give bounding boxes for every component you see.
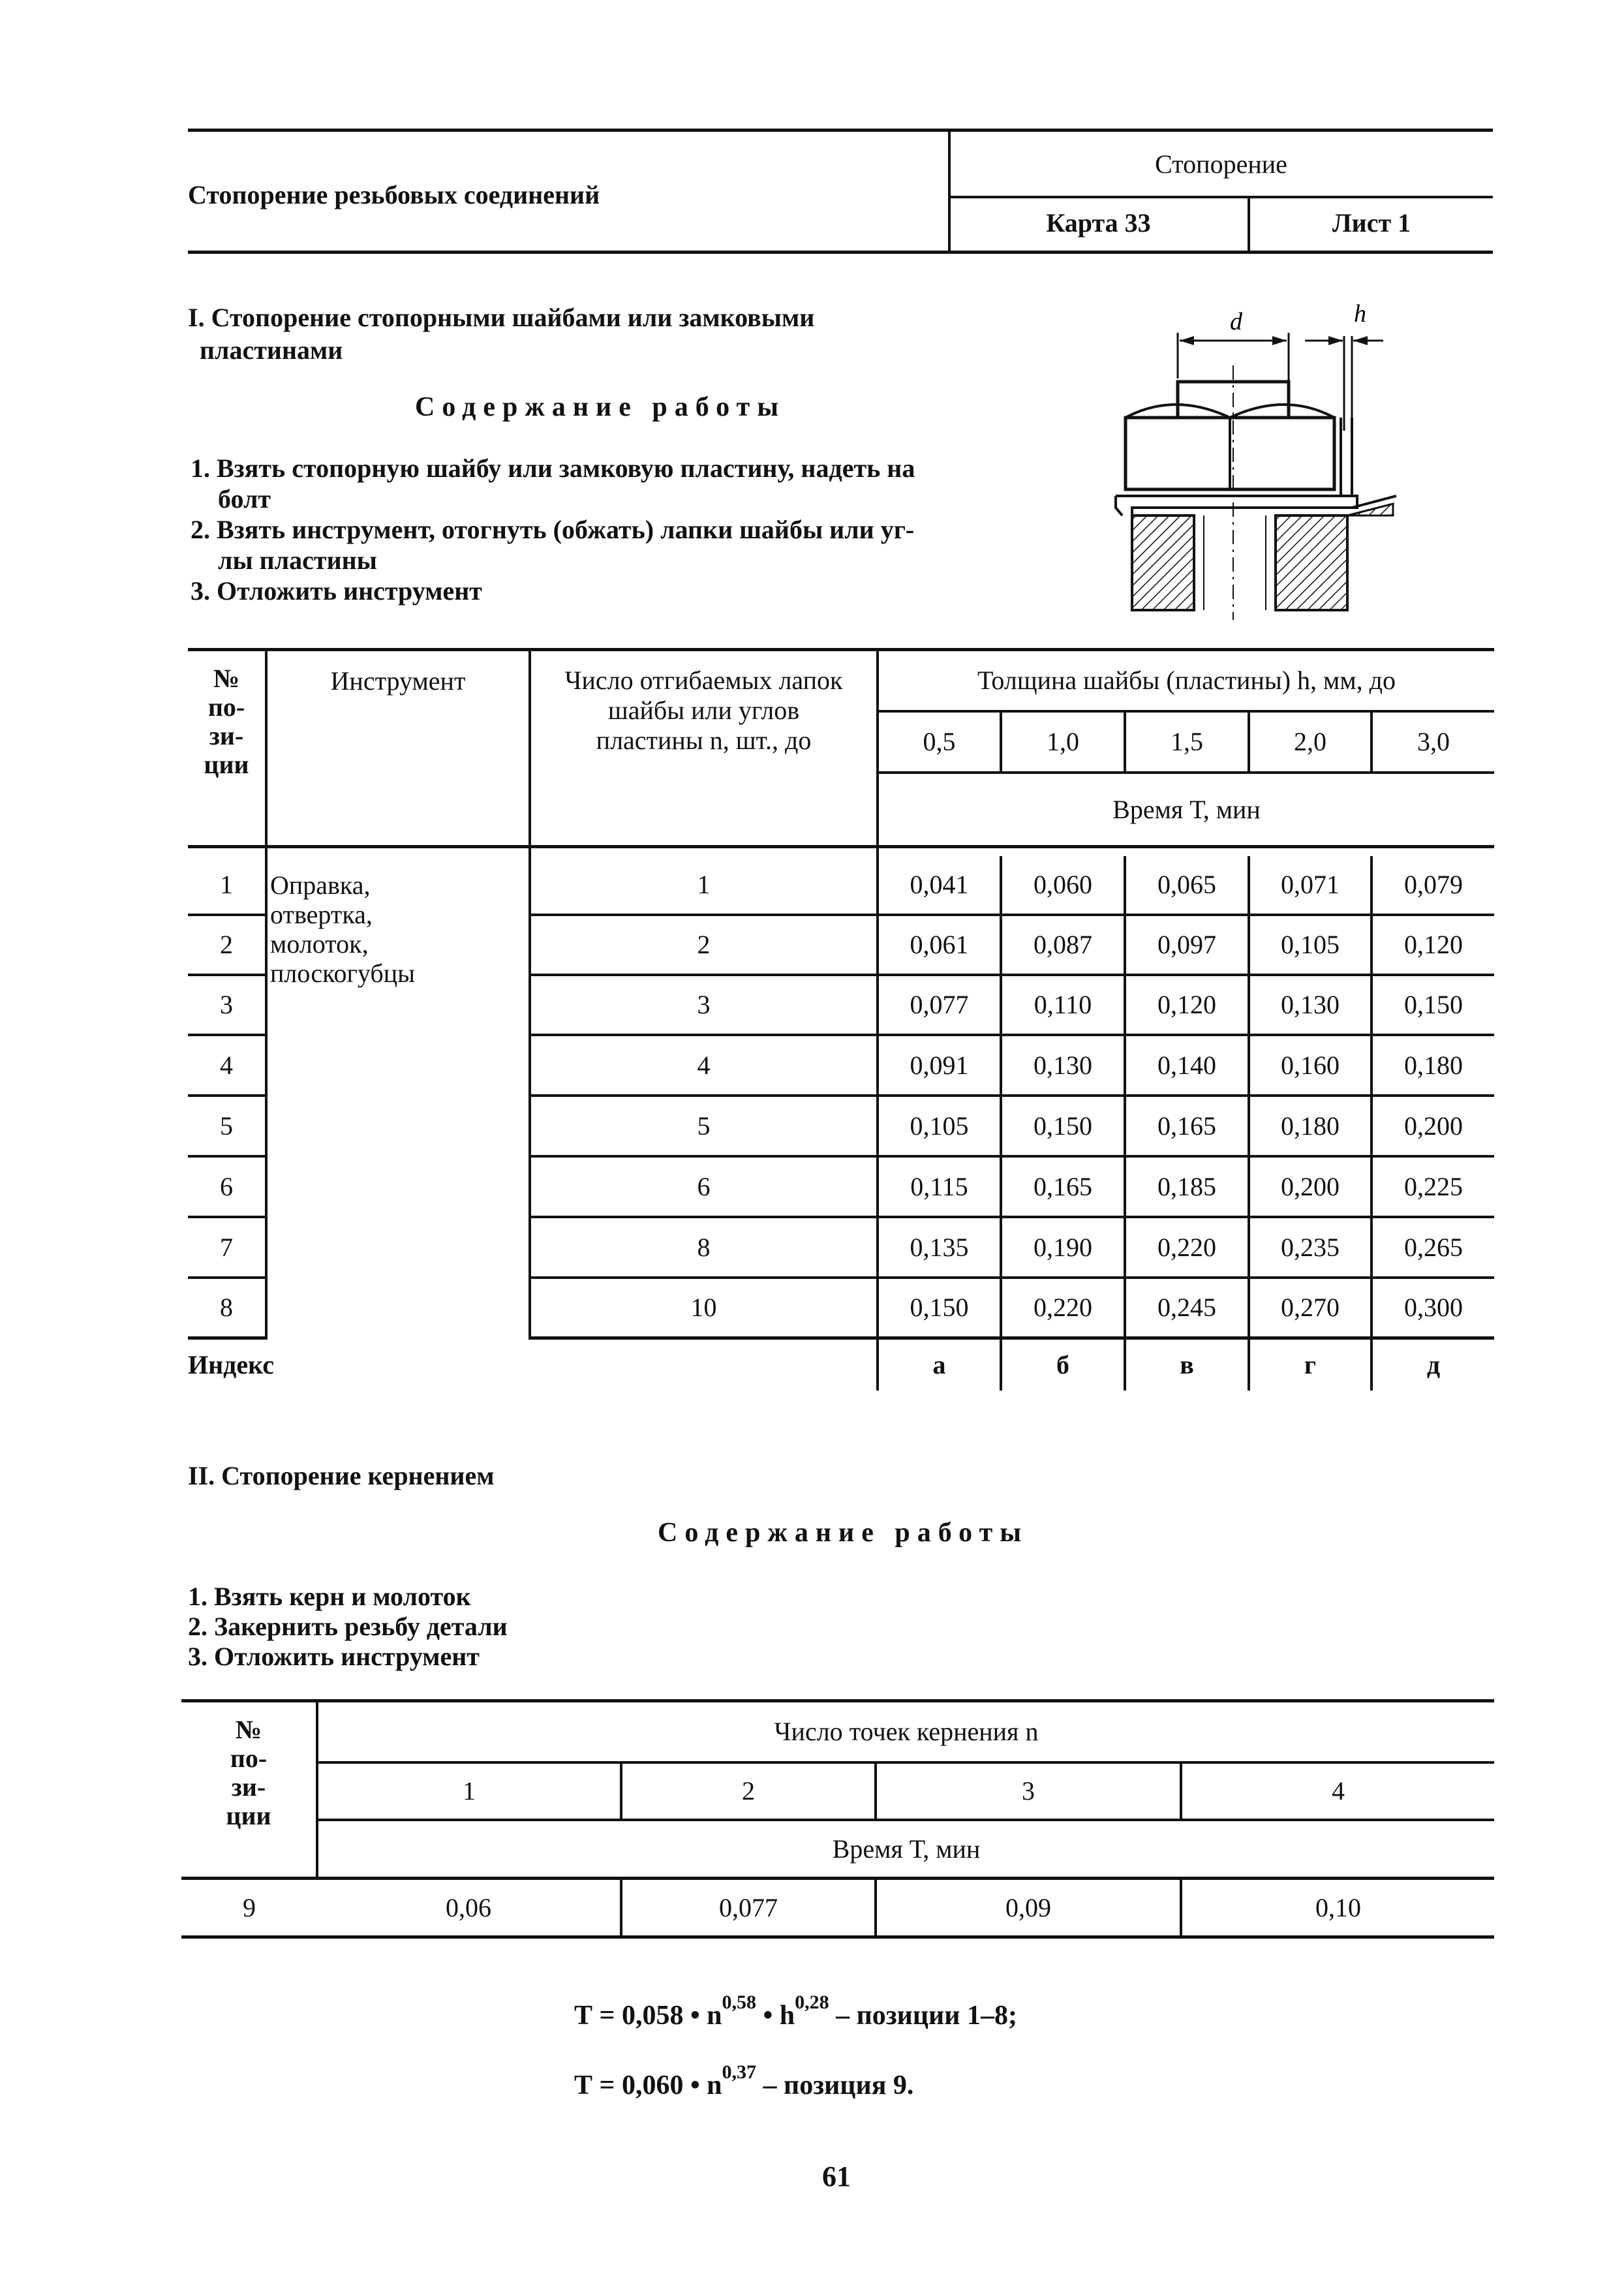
header-bottom-rule	[188, 251, 1493, 254]
table1-col-position-l1: №	[213, 664, 240, 693]
table1-row-6-v2: 0,185	[1125, 1156, 1249, 1217]
table1-row-5-v3: 0,180	[1249, 1096, 1371, 1156]
table2-points-3: 4	[1181, 1762, 1494, 1820]
table1-col-count-l1: Число отгибаемых лапок	[564, 666, 843, 695]
table1-row-1-v1: 0,060	[1001, 856, 1125, 915]
table2-centre-punch-times	[181, 1699, 1494, 1939]
table1-index-4: д	[1426, 1350, 1441, 1380]
table2-row-position: 9	[181, 1879, 317, 1937]
section2-step-2: 2. Закернить резьбу детали	[188, 1612, 508, 1641]
table2-time-label: Время Т, мин	[317, 1820, 1494, 1879]
dimension-d-label: d	[1230, 308, 1242, 335]
section2-step-3: 3. Отложить инструмент	[188, 1642, 480, 1671]
table1-index-0: а	[878, 1338, 1001, 1391]
table1-index-label: Индекс	[188, 1338, 878, 1391]
header-category: Стопорение	[1155, 149, 1287, 179]
table2-row-v2: 0,09	[876, 1879, 1181, 1937]
section1-title-line2: пластинами	[200, 335, 343, 365]
formula1-tail: – позиции 1–8;	[829, 2001, 1017, 2031]
table1-row-6-v1: 0,165	[1001, 1156, 1125, 1217]
table1-row-6-position: 6	[188, 1156, 266, 1217]
table2-points-1: 2	[621, 1762, 876, 1820]
table1-row-8-v3: 0,270	[1249, 1278, 1371, 1338]
formula1-base: Т = 0,058 • n	[574, 2001, 722, 2031]
table1-col-position-l2: по-	[207, 692, 245, 722]
formula1-mid: • h	[756, 2001, 795, 2031]
table2-col-position-l1: №	[235, 1715, 262, 1744]
table1-row-7-v2: 0,220	[1125, 1217, 1249, 1278]
table2-col-position-l4: ции	[226, 1801, 271, 1830]
table1-row-4-v3: 0,160	[1249, 1035, 1371, 1096]
table1-row-2-v1: 0,087	[1001, 915, 1125, 975]
header-sheet-number: Лист 1	[1332, 208, 1411, 238]
table1-col-thickness-header: Толщина шайбы (пластины) h, мм, до	[878, 650, 1494, 711]
table1-row-5-v2: 0,165	[1125, 1096, 1249, 1156]
table1-washer-times	[188, 648, 1494, 1391]
table1-thickness-0: 0,5	[878, 711, 1001, 773]
table2-col-position-l3: зи-	[231, 1772, 266, 1802]
table1-row-5-v0: 0,105	[878, 1096, 1001, 1156]
table-row	[188, 856, 1494, 915]
table1-thickness-3: 2,0	[1249, 711, 1371, 773]
table1-tools-cell	[266, 856, 530, 1338]
section1-step-3: 3. Отложить инструмент	[191, 576, 482, 606]
table1-row-1-v0: 0,041	[878, 856, 1001, 915]
table1-row-5-v4: 0,200	[1371, 1096, 1494, 1156]
table2-row-v0: 0,06	[317, 1879, 621, 1937]
header-top-rule	[188, 129, 1493, 132]
table2-points-0: 1	[317, 1762, 621, 1820]
table1-row-7-v3: 0,235	[1249, 1217, 1371, 1278]
table1-row-8-count: 10	[530, 1278, 878, 1338]
section1-title-line1: I. Стопорение стопорными шайбами или замковыми	[188, 303, 815, 332]
table1-row-1-v3: 0,071	[1249, 856, 1371, 915]
table1-row-7-v0: 0,135	[878, 1217, 1001, 1278]
formula2-exp-n: 0,37	[722, 2061, 757, 2083]
table1-row-5-position: 5	[188, 1096, 266, 1156]
section1-step-1a: 1. Взять стопорную шайбу или замковую пластину, надеть на	[191, 454, 915, 483]
table1-row-6-v4: 0,225	[1371, 1156, 1494, 1217]
table1-row-7-v1: 0,190	[1001, 1217, 1125, 1278]
table1-thickness-2: 1,5	[1125, 711, 1249, 773]
table1-row-3-v0: 0,077	[878, 975, 1001, 1035]
table1-tool-2: отвертка,	[270, 899, 373, 929]
section1-step-2b: лы пластины	[218, 546, 377, 575]
table1-row-3-v3: 0,130	[1249, 975, 1371, 1035]
formula1-exp-n: 0,58	[722, 1991, 757, 2013]
table1-row-1-position: 1	[188, 856, 266, 915]
table1-tool-1: Оправка,	[270, 870, 371, 900]
table1-row-1-v2: 0,065	[1125, 856, 1249, 915]
table1-row-3-count: 3	[530, 975, 878, 1035]
table2-points-2: 3	[876, 1762, 1181, 1820]
table2-row-v3: 0,10	[1181, 1879, 1494, 1937]
table1-col-position-l4: ции	[204, 750, 249, 779]
section2-step-1: 1. Взять керн и молоток	[188, 1582, 471, 1611]
table1-row-2-v0: 0,061	[878, 915, 1001, 975]
document-title: Стопорение резьбовых соединений	[188, 180, 600, 209]
section1-steps	[191, 453, 915, 606]
table1-row-8-v0: 0,150	[878, 1278, 1001, 1338]
table1-index-row	[188, 1338, 1494, 1391]
table1-row-4-count: 4	[530, 1035, 878, 1096]
table1-row-8-v1: 0,220	[1001, 1278, 1125, 1338]
formula2-base: Т = 0,060 • n	[574, 2070, 722, 2100]
table1-col-tool-header: Инструмент	[266, 650, 530, 847]
table2-col-position-l2: по-	[230, 1744, 268, 1773]
table1-row-3-position: 3	[188, 975, 266, 1035]
table1-row-3-v4: 0,150	[1371, 975, 1494, 1035]
table1-row-7-v4: 0,265	[1371, 1217, 1494, 1278]
table1-row-6-count: 6	[530, 1156, 878, 1217]
table1-row-6-v3: 0,200	[1249, 1156, 1371, 1217]
formula1-exp-h: 0,28	[795, 1991, 829, 2013]
formula-positions-1-8	[574, 1991, 1017, 2031]
table2-row-v1: 0,077	[621, 1879, 876, 1937]
table1-row-8-v2: 0,245	[1125, 1278, 1249, 1338]
table1-col-position-l3: зи-	[209, 721, 244, 750]
table1-row-2-position: 2	[188, 915, 266, 975]
table2-col-position-header	[181, 1701, 317, 1879]
table1-row-1-count: 1	[530, 856, 878, 915]
dimension-h-label: h	[1354, 300, 1366, 328]
table1-row-5-v1: 0,150	[1001, 1096, 1125, 1156]
formula-position-9	[574, 2061, 914, 2101]
table1-col-position-header	[188, 650, 266, 847]
table1-row-2-v2: 0,097	[1125, 915, 1249, 975]
table1-time-label: Время Т, мин	[878, 773, 1494, 847]
table1-index-2: в	[1125, 1338, 1249, 1391]
section2-steps	[188, 1582, 508, 1672]
page-number: 61	[822, 2160, 851, 2192]
table1-thickness-4: 3,0	[1371, 711, 1494, 773]
table1-row-4-v4: 0,180	[1371, 1035, 1494, 1096]
section1-step-1b: болт	[218, 484, 271, 514]
table1-row-2-v4: 0,120	[1371, 915, 1494, 975]
table1-row-7-position: 7	[188, 1217, 266, 1278]
table1-row-2-v3: 0,105	[1249, 915, 1371, 975]
table1-row-2-count: 2	[530, 915, 878, 975]
header-card-number: Карта 33	[1046, 208, 1151, 238]
table1-tool-4: плоскогубцы	[270, 958, 416, 988]
table1-row-4-v2: 0,140	[1125, 1035, 1249, 1096]
table1-col-count-header	[530, 650, 878, 847]
table1-row-1-v4: 0,079	[1371, 856, 1494, 915]
table1-thickness-1: 1,0	[1001, 711, 1125, 773]
section1-step-2a: 2. Взять инструмент, отогнуть (обжать) лапки шайбы или уг-	[191, 515, 915, 544]
table1-index-1: б	[1001, 1338, 1125, 1391]
section1-content-heading: Содержание работы	[415, 392, 786, 422]
lock-washer-figure	[1096, 300, 1403, 620]
table2-points-header: Число точек кернения n	[317, 1701, 1494, 1762]
table1-row-6-v0: 0,115	[878, 1156, 1001, 1217]
table1-row-4-v1: 0,130	[1001, 1035, 1125, 1096]
header-mid-rule	[949, 196, 1493, 198]
section2-content-heading: Содержание работы	[658, 1518, 1029, 1548]
section2-title: II. Стопорение кернением	[188, 1461, 495, 1490]
table1-row-4-v0: 0,091	[878, 1035, 1001, 1096]
table1-col-count-l3: пластины n, шт., до	[596, 726, 812, 755]
table1-row-5-count: 5	[530, 1096, 878, 1156]
table1-row-8-position: 8	[188, 1278, 266, 1338]
table1-tool-3: молоток,	[270, 929, 369, 959]
table1-row-8-v4: 0,300	[1371, 1278, 1494, 1338]
table-row	[181, 1879, 1494, 1937]
section1-title	[188, 301, 814, 367]
table1-row-3-v2: 0,120	[1125, 975, 1249, 1035]
table1-row-4-position: 4	[188, 1035, 266, 1096]
table1-row-3-v1: 0,110	[1001, 975, 1125, 1035]
formula2-tail: – позиция 9.	[756, 2070, 914, 2100]
table1-row-7-count: 8	[530, 1217, 878, 1278]
table1-index-3: г	[1249, 1338, 1371, 1391]
table1-col-count-l2: шайбы или углов	[607, 696, 800, 725]
